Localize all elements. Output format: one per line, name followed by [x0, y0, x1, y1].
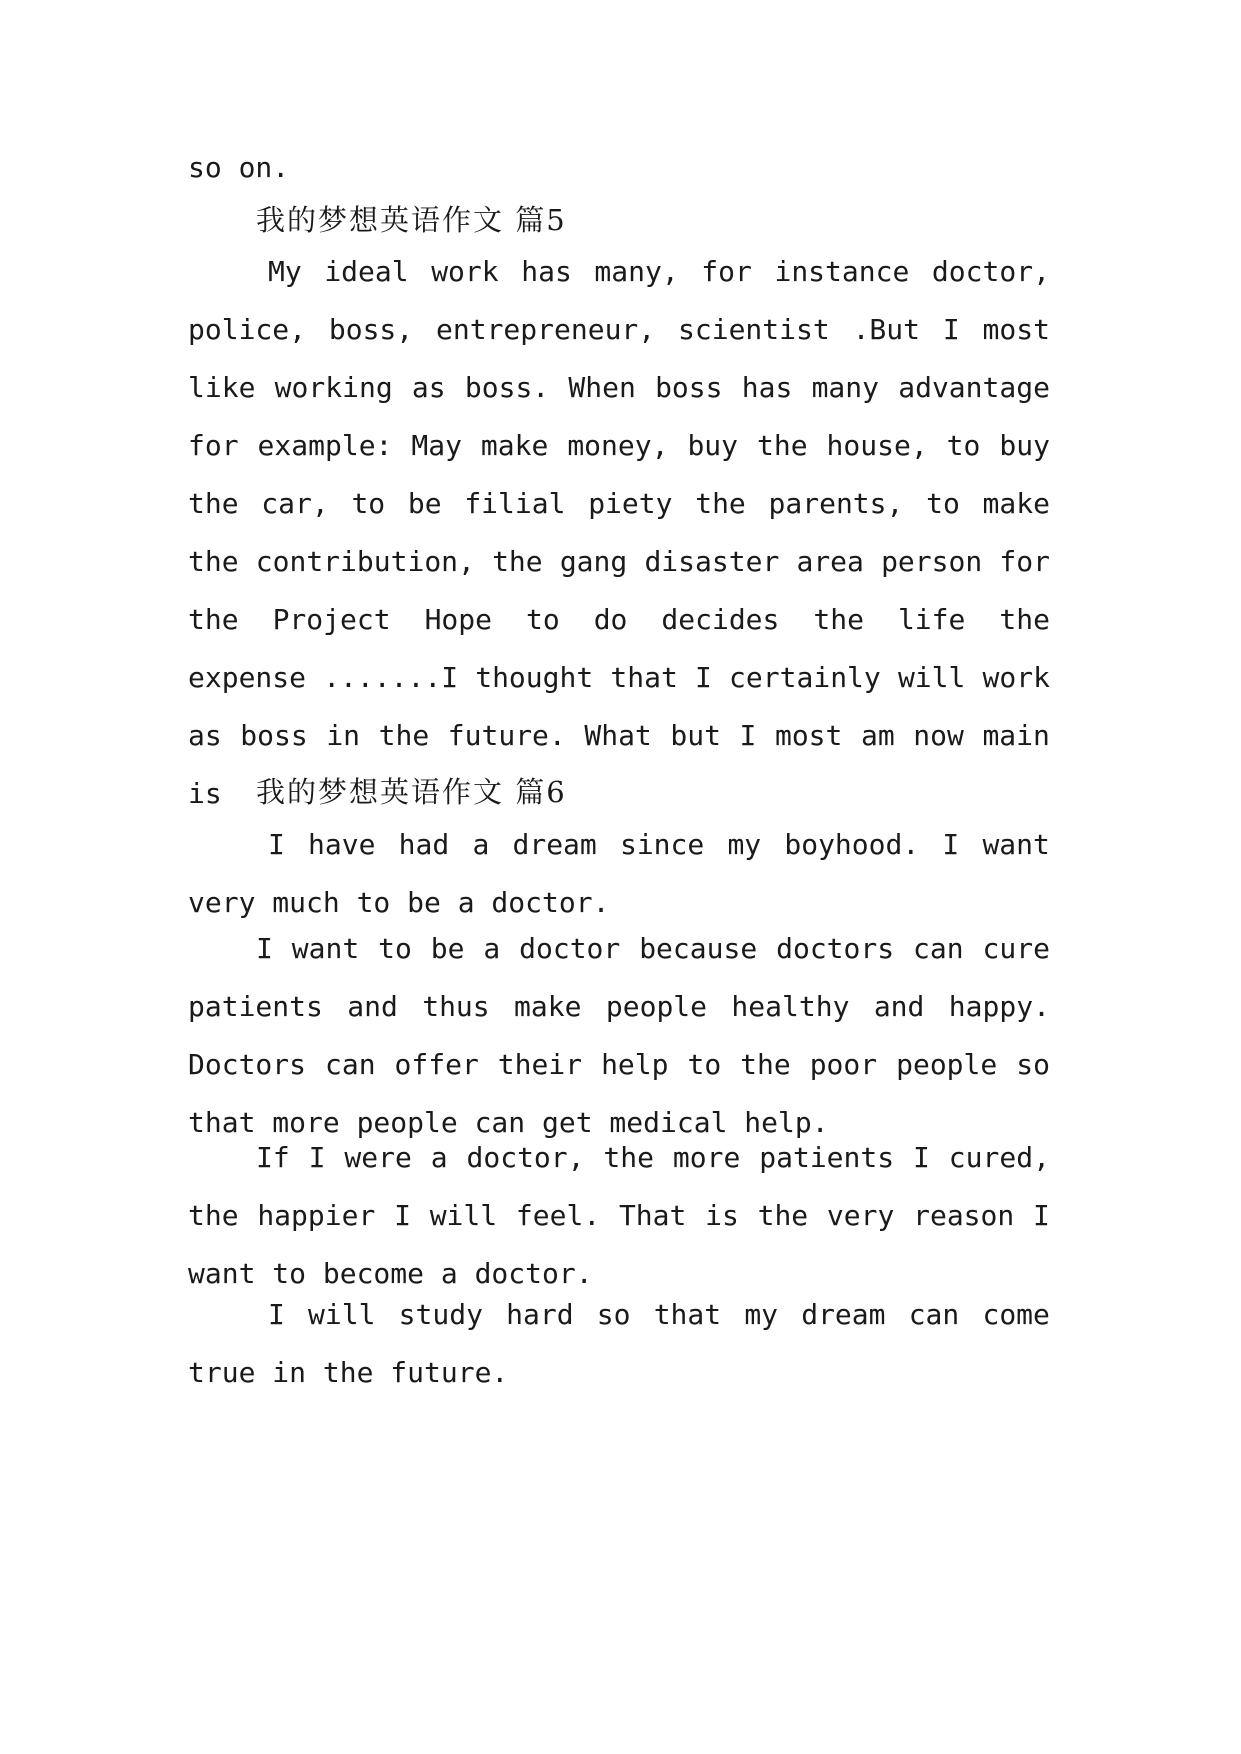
word: the — [188, 487, 239, 520]
word: and — [873, 990, 925, 1023]
word: work — [982, 661, 1050, 694]
word: the — [492, 545, 543, 578]
word: study — [398, 1298, 483, 1331]
word: very — [826, 1199, 895, 1232]
text-line: is — [188, 777, 222, 810]
word: has — [741, 371, 793, 404]
word: work — [431, 255, 499, 288]
word: reason — [913, 1199, 1015, 1232]
word: house, — [826, 429, 928, 462]
word: buy — [999, 429, 1050, 462]
word: can — [913, 932, 964, 965]
word: Hope — [424, 603, 492, 636]
text-line — [188, 1129, 1050, 1187]
word: in — [326, 719, 361, 752]
text-line — [188, 1286, 1050, 1344]
word: I — [913, 1141, 930, 1174]
word: I — [268, 1298, 285, 1331]
word: want — [982, 828, 1050, 861]
word: boss, — [328, 313, 414, 346]
text-line — [188, 417, 1050, 475]
word: ideal — [324, 255, 409, 288]
word: can — [908, 1298, 960, 1331]
word: gang — [559, 545, 628, 578]
word: doctors — [776, 932, 895, 965]
word: area — [796, 545, 864, 578]
word: were — [344, 1141, 412, 1174]
word: a — [430, 1141, 448, 1174]
word: as — [411, 371, 446, 404]
text-line: very much to be a doctor. — [188, 886, 610, 919]
section-heading: 我的梦想英语作文 篇5 — [256, 203, 567, 237]
word: hard — [506, 1298, 574, 1331]
text-line — [188, 591, 1050, 649]
word: that — [653, 1298, 722, 1331]
word: I — [394, 1199, 411, 1232]
word: now — [913, 719, 964, 752]
word: I — [942, 313, 960, 346]
word: buy — [687, 429, 739, 462]
word: parents, — [768, 487, 904, 520]
word: come — [982, 1298, 1050, 1331]
text-line: so on. — [188, 151, 290, 184]
word: will — [429, 1199, 498, 1232]
word: expense — [188, 661, 307, 694]
word: the — [603, 1141, 654, 1174]
word: doctor, — [931, 255, 1050, 288]
word: certainly — [729, 661, 881, 694]
word: many, — [594, 255, 679, 288]
word: I — [268, 828, 285, 861]
word: the — [188, 1199, 239, 1232]
word: for — [188, 429, 239, 462]
word: disaster — [644, 545, 780, 578]
word: can — [324, 1048, 376, 1081]
text-line — [188, 243, 1050, 301]
word: boss. — [464, 371, 550, 404]
word: many — [811, 371, 879, 404]
word: more — [672, 1141, 741, 1174]
word: had — [398, 828, 450, 861]
word: the — [695, 487, 746, 520]
text-line: that more people can get medical help. — [188, 1106, 829, 1139]
section-6-paragraph-3 — [188, 1129, 1050, 1303]
word: make — [514, 990, 582, 1023]
word: thought — [475, 661, 594, 694]
section-heading: 我的梦想英语作文 篇6 — [256, 775, 567, 809]
word: my — [744, 1298, 779, 1331]
word: the — [378, 719, 430, 752]
word: most — [982, 313, 1050, 346]
word: healthy — [731, 990, 850, 1023]
word: to — [378, 932, 412, 965]
word: I — [1033, 1199, 1050, 1232]
word: .But — [852, 313, 920, 346]
word: boss — [655, 371, 723, 404]
word: people — [605, 990, 708, 1023]
word: to — [687, 1048, 722, 1081]
word: I — [942, 828, 960, 861]
word: cured, — [948, 1141, 1050, 1174]
word: piety — [588, 487, 673, 520]
word: be — [407, 487, 442, 520]
section-6-paragraph-2 — [188, 920, 1050, 1152]
word: doctor — [519, 932, 621, 965]
word: the — [813, 603, 864, 636]
word: My — [268, 255, 302, 288]
word: want — [291, 932, 360, 965]
word: make — [480, 429, 549, 462]
word: for — [999, 545, 1050, 578]
word: to — [351, 487, 386, 520]
word: a — [472, 828, 490, 861]
word: I — [695, 661, 712, 694]
word: as — [188, 719, 222, 752]
text-line — [188, 475, 1050, 533]
word: because — [639, 932, 758, 965]
text-line — [188, 707, 1050, 765]
word: advantage — [898, 371, 1050, 404]
text-line: want to become a doctor. — [188, 1257, 593, 1290]
word: poor — [809, 1048, 878, 1081]
word: people — [896, 1048, 998, 1081]
word: working — [274, 371, 393, 404]
word: to — [926, 487, 960, 520]
word: do — [593, 603, 628, 636]
word: doctor, — [466, 1141, 585, 1174]
word: happy. — [948, 990, 1050, 1023]
section-6-heading-block — [188, 763, 1050, 821]
word: life — [897, 603, 966, 636]
word: car, — [261, 487, 329, 520]
section-5-paragraph — [188, 243, 1050, 823]
word: What — [584, 719, 652, 752]
word: will — [308, 1298, 376, 1331]
text-line — [188, 649, 1050, 707]
word: filial — [464, 487, 566, 520]
word: a — [483, 932, 501, 965]
word: I — [308, 1141, 326, 1174]
word: If — [256, 1141, 290, 1174]
text-line — [188, 978, 1050, 1036]
word: my — [727, 828, 762, 861]
word: police, — [188, 313, 307, 346]
word: is — [705, 1199, 739, 1232]
word: patients — [188, 990, 323, 1023]
word: I — [739, 719, 757, 752]
word: has — [521, 255, 572, 288]
word: be — [430, 932, 465, 965]
text-line: true in the future. — [188, 1356, 509, 1389]
word: like — [188, 371, 256, 404]
word: the — [999, 603, 1050, 636]
word: the — [188, 603, 239, 636]
word: help — [601, 1048, 669, 1081]
continuation-paragraph — [188, 139, 1050, 197]
word: since — [619, 828, 705, 861]
word: boyhood. — [784, 828, 920, 861]
word: to — [525, 603, 560, 636]
word: the — [188, 545, 239, 578]
word: decides — [661, 603, 780, 636]
word: patients — [759, 1141, 895, 1174]
word: so — [1016, 1048, 1050, 1081]
word: cure — [982, 932, 1050, 965]
word: main — [982, 719, 1050, 752]
text-line — [188, 1036, 1050, 1094]
word: I — [256, 932, 273, 965]
word: their — [497, 1048, 583, 1081]
word: have — [308, 828, 376, 861]
word: scientist — [678, 313, 830, 346]
word: happier — [257, 1199, 376, 1232]
word: and — [347, 990, 398, 1023]
text-line — [188, 816, 1050, 874]
word: money, — [567, 429, 669, 462]
word: person — [881, 545, 983, 578]
text-line — [188, 1187, 1050, 1245]
word: to — [946, 429, 981, 462]
word: offer — [394, 1048, 479, 1081]
section-6-paragraph-4 — [188, 1286, 1050, 1402]
word: dream — [512, 828, 597, 861]
word: am — [860, 719, 895, 752]
word: When — [568, 371, 636, 404]
word: will — [897, 661, 966, 694]
word: the — [757, 429, 808, 462]
word: contribution, — [255, 545, 475, 578]
word: entrepreneur, — [436, 313, 656, 346]
word: example: — [257, 429, 393, 462]
word: dream — [801, 1298, 886, 1331]
word: feel. — [515, 1199, 601, 1232]
word: future. — [447, 719, 566, 752]
word: That — [618, 1199, 687, 1232]
word: instance — [774, 255, 910, 288]
word: May — [411, 429, 462, 462]
word: for — [701, 255, 752, 288]
word: most — [774, 719, 843, 752]
section-5-heading-block — [188, 191, 1050, 249]
word: that — [610, 661, 678, 694]
text-line — [188, 920, 1050, 978]
section-6-paragraph-1 — [188, 816, 1050, 932]
word: .......I — [323, 661, 459, 694]
word: the — [740, 1048, 791, 1081]
text-line — [188, 359, 1050, 417]
text-line — [188, 301, 1050, 359]
word: Doctors — [188, 1048, 307, 1081]
word: the — [757, 1199, 809, 1232]
word: thus — [422, 990, 490, 1023]
word: make — [982, 487, 1050, 520]
text-line — [188, 533, 1050, 591]
word: so — [596, 1298, 631, 1331]
word: boss — [240, 719, 308, 752]
word: but — [670, 719, 721, 752]
word: Project — [272, 603, 391, 636]
